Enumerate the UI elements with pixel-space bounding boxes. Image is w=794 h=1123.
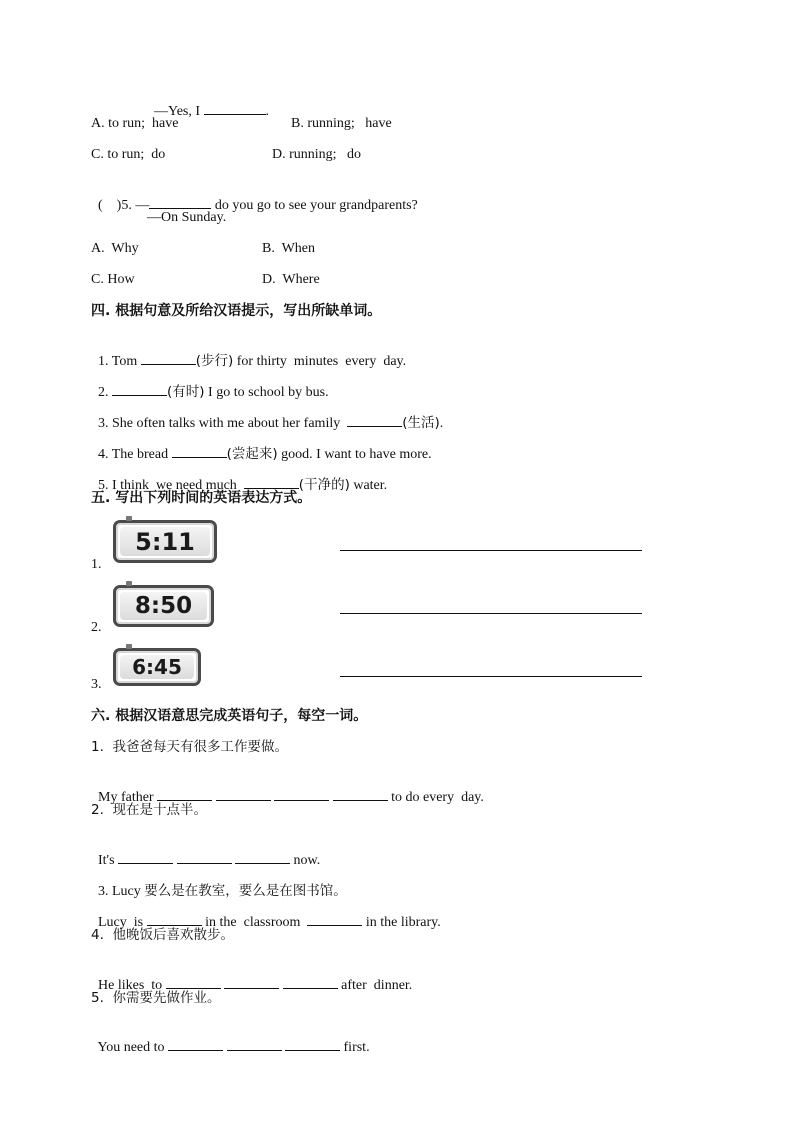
answer-blank[interactable] xyxy=(149,196,211,209)
s6-pre: He likes to xyxy=(98,978,166,993)
answer-blank[interactable] xyxy=(285,1038,340,1051)
answer-blank[interactable] xyxy=(216,788,271,801)
answer-blank[interactable] xyxy=(172,445,227,458)
answer-blank[interactable] xyxy=(224,976,279,989)
s4-item-pre: 3. She often talks with me about her family xyxy=(98,416,348,431)
s6-pre: You need to xyxy=(97,1040,169,1055)
answer-blank[interactable] xyxy=(244,476,299,489)
clock-time: 6:45 xyxy=(120,655,194,679)
answer-blank[interactable] xyxy=(204,102,266,115)
s4-item-hint: (生活) xyxy=(402,415,440,431)
answer-blank[interactable] xyxy=(347,414,402,427)
q4-option-b[interactable]: B. running; have xyxy=(291,116,392,131)
s4-item-pre: 5. I think we need much xyxy=(98,478,244,493)
s5-item-number: 2. xyxy=(91,620,102,635)
answer-blank[interactable] xyxy=(274,788,329,801)
q5-option-c[interactable]: C. How xyxy=(91,272,135,287)
s4-item-pre: 4. The bread xyxy=(98,447,172,462)
s4-item-post: I go to school by bus. xyxy=(204,385,329,400)
s4-item-hint: (干净的) xyxy=(298,477,350,493)
section5-heading: 五. 写出下列时间的英语表达方式。 xyxy=(91,490,312,506)
q5-stem-end: do you go to see your grandparents? xyxy=(211,198,418,213)
q4-option-d[interactable]: D. running; do xyxy=(272,147,362,162)
s6-mid: in the classroom xyxy=(201,915,308,930)
q5-paren: ( )5. — xyxy=(98,198,150,213)
answer-blank[interactable] xyxy=(283,976,338,989)
s4-item-post: . xyxy=(439,416,444,431)
s6-post: now. xyxy=(290,853,321,868)
s6-prompt-cn: 要么是在教室，要么是在图书馆。 xyxy=(144,883,347,899)
s6-chinese-prompt: 4. 他晚饭后喜欢散步。 xyxy=(91,927,234,943)
section4-heading: 四. 根据句意及所给汉语提示，写出所缺单词。 xyxy=(91,303,382,319)
digital-clock-icon xyxy=(113,585,214,627)
s4-item-post: good. I want to have more. xyxy=(277,447,432,462)
answer-blank[interactable] xyxy=(166,976,221,989)
s6-chinese-prompt: 2. 现在是十点半。 xyxy=(91,802,207,818)
s4-item-post: for thirty minutes every day. xyxy=(233,354,407,369)
answer-line[interactable] xyxy=(340,550,642,551)
q4-option-c[interactable]: C. to run; do xyxy=(91,147,166,162)
s4-item-hint: (有时) xyxy=(167,384,205,400)
s6-post: first. xyxy=(340,1040,370,1055)
s6-english-sentence xyxy=(91,1020,370,1057)
answer-blank[interactable] xyxy=(147,913,202,926)
q5-reply: —On Sunday. xyxy=(147,210,227,225)
s5-item-number: 1. xyxy=(91,557,102,572)
clock-time: 8:50 xyxy=(120,592,207,620)
s4-item-pre: 2. xyxy=(98,385,112,400)
answer-blank[interactable] xyxy=(235,851,290,864)
answer-blank[interactable] xyxy=(141,352,196,365)
q5-option-a[interactable]: A. Why xyxy=(91,241,139,256)
digital-clock-icon xyxy=(113,520,217,563)
answer-line[interactable] xyxy=(340,676,642,677)
q5-stem xyxy=(91,178,418,215)
answer-blank[interactable] xyxy=(118,851,173,864)
s6-prompt-num: 3. Lucy xyxy=(98,884,145,899)
s4-item-hint: (尝起来) xyxy=(226,446,278,462)
section6-heading: 六. 根据汉语意思完成英语句子，每空一词。 xyxy=(91,708,368,724)
s6-chinese-prompt: 5. 你需要先做作业。 xyxy=(91,990,221,1006)
answer-blank[interactable] xyxy=(177,851,232,864)
answer-blank[interactable] xyxy=(112,383,167,396)
s4-item-hint: (步行) xyxy=(195,353,234,369)
answer-blank[interactable] xyxy=(227,1038,282,1051)
answer-blank[interactable] xyxy=(307,913,362,926)
answer-blank[interactable] xyxy=(157,788,212,801)
q4-reply-end: . xyxy=(265,104,270,119)
s6-chinese-prompt: 1. 我爸爸每天有很多工作要做。 xyxy=(91,739,288,755)
q5-option-d[interactable]: D. Where xyxy=(262,272,320,287)
answer-line[interactable] xyxy=(340,613,642,614)
s4-item-pre: 1. Tom xyxy=(98,354,141,369)
s6-post: after dinner. xyxy=(337,978,413,993)
s6-pre: Lucy is xyxy=(98,915,147,930)
s6-pre: It's xyxy=(98,853,119,868)
q4-option-a[interactable]: A. to run; have xyxy=(91,116,179,131)
q4-reply-text: —Yes, I xyxy=(154,104,201,119)
digital-clock-icon xyxy=(113,648,201,686)
s6-post: to do every day. xyxy=(387,790,484,805)
s4-item-post: water. xyxy=(349,478,388,493)
q5-option-b[interactable]: B. When xyxy=(262,241,316,256)
clock-time: 5:11 xyxy=(120,527,210,556)
s6-pre: My father xyxy=(98,790,158,805)
s5-item-number: 3. xyxy=(91,677,102,692)
answer-blank[interactable] xyxy=(168,1038,223,1051)
answer-blank[interactable] xyxy=(333,788,388,801)
s6-post: in the library. xyxy=(362,915,441,930)
